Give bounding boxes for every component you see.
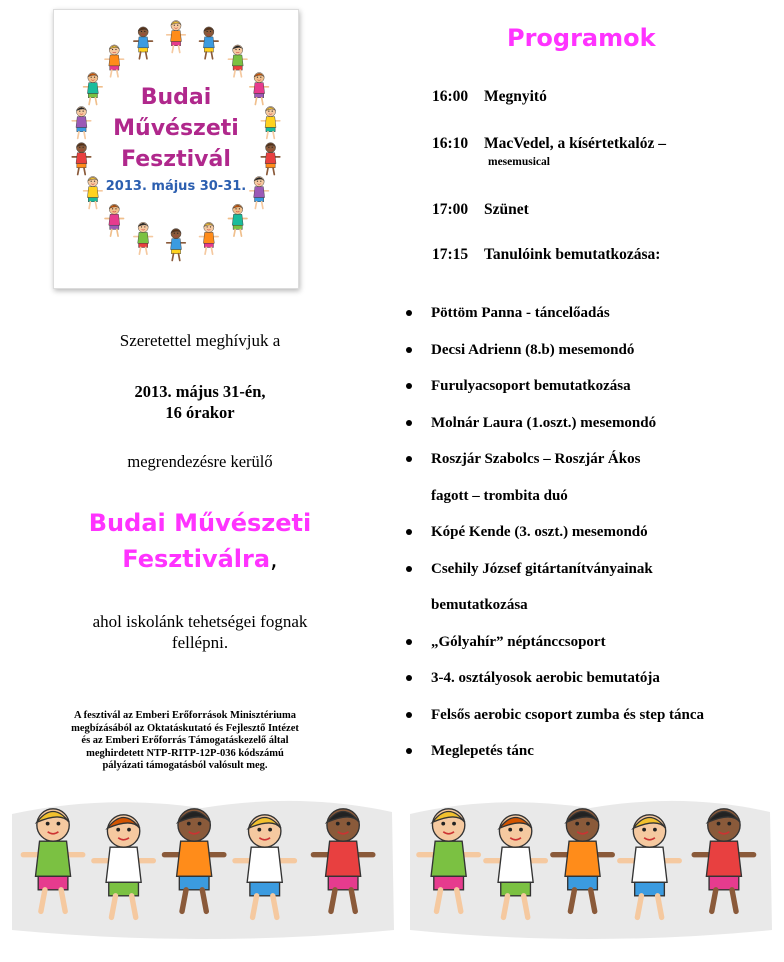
list-item-text: Felsős aerobic csoport zumba és step tánca <box>431 706 705 723</box>
schedule-time: 16:10 <box>432 135 469 152</box>
schedule-text: Szünet <box>484 201 529 218</box>
performers-line2: fellépni. <box>171 633 229 652</box>
schedule-time: 17:15 <box>432 246 469 263</box>
festival-name-comma: , <box>270 545 278 573</box>
child-figure <box>228 45 246 77</box>
funding-credits <box>28 710 342 773</box>
schedule-text: Megnyitó <box>484 88 547 105</box>
list-item-text: Kópé Kende (3. oszt.) mesemondó <box>431 524 648 540</box>
event-date-time: 16 órakor <box>165 403 235 422</box>
list-item-text-cont: bemutatkozása <box>431 597 528 613</box>
schedule-item <box>432 246 660 264</box>
logo-title-line2: Művészeti <box>113 116 239 141</box>
schedule-text: Tanulóink bemutatkozása: <box>484 246 661 263</box>
credits-line: és az Emberi Erőforrás Támogatáskezelő által <box>81 735 289 746</box>
list-item-text: Roszjár Szabolcs – Roszjár Ákos <box>431 451 641 467</box>
credits-line: pályázati támogatásból valósult meg. <box>102 760 268 771</box>
list-item-text: Meglepetés tánc <box>431 743 534 759</box>
child-figure <box>167 229 185 261</box>
schedule-time: 17:00 <box>432 201 469 218</box>
schedule-item <box>432 201 529 219</box>
schedule-subtext: mesemusical <box>488 156 550 168</box>
schedule-item <box>432 135 666 168</box>
child-figure <box>200 222 218 254</box>
invite-text: Szeretettel meghívjuk a <box>119 331 281 350</box>
performers-text <box>0 611 400 653</box>
festival-name-word: Fesztiválra <box>122 545 271 573</box>
event-date-day: 2013. május 31-én, <box>134 382 266 401</box>
dancing-children-illustration <box>6 790 398 950</box>
festival-name-line1: Budai Művészeti <box>88 509 312 537</box>
list-item <box>406 368 704 405</box>
list-item <box>406 624 704 661</box>
performance-list <box>406 295 704 770</box>
list-item-text: Decsi Adrienn (8.b) mesemondó <box>431 341 635 358</box>
logo-title-line3: Fesztivál <box>121 147 231 172</box>
child-figure <box>134 222 152 254</box>
schedule-text: MacVedel, a kísértetkalóz – <box>484 135 666 152</box>
list-item-text: Csehily József gitártanítványainak <box>431 560 653 577</box>
list-item <box>406 660 704 697</box>
credits-line: A fesztivál az Emberi Erőforrások Minisztériuma <box>74 710 296 721</box>
performers-line1: ahol iskolánk tehetségei fognak <box>92 612 308 631</box>
list-item <box>406 332 704 369</box>
logo-date: 2013. május 30-31. <box>105 179 247 194</box>
child-figure <box>105 45 123 77</box>
list-item <box>406 697 704 734</box>
list-item <box>406 441 704 514</box>
list-item-text: Furulyacsoport bemutatkozása <box>431 378 631 394</box>
logo-title-line1: Budai <box>140 85 212 110</box>
festival-name-line2 <box>0 541 400 577</box>
venue-text: megrendezésre kerülő <box>127 452 273 471</box>
list-item-text: 3-4. osztályosok aerobic bemutatója <box>431 670 660 686</box>
list-item <box>406 405 704 442</box>
program-title: Programok <box>507 24 656 52</box>
child-figure <box>228 204 246 236</box>
list-item <box>406 514 704 551</box>
festival-name <box>0 505 400 577</box>
list-item-text: „Gólyahír” néptánccsoport <box>431 633 606 650</box>
child-figure <box>200 27 218 59</box>
schedule-item <box>432 88 547 106</box>
schedule-time: 16:00 <box>432 88 469 105</box>
list-item-text: Molnár Laura (1.oszt.) mesemondó <box>431 414 657 431</box>
child-figure <box>167 21 185 53</box>
logo-title <box>54 82 298 194</box>
credits-line: meghirdetett NTP-RITP-12P-036 kódszámú <box>86 747 284 759</box>
list-item <box>406 551 704 624</box>
credits-line: megbízásából az Oktatáskutató és Fejlesztő Intézet <box>71 722 299 734</box>
child-figure <box>105 204 123 236</box>
list-item <box>406 295 704 332</box>
child-figure <box>134 27 152 59</box>
festival-logo-card <box>53 9 299 289</box>
list-item <box>406 733 704 770</box>
list-item-text: Pöttöm Panna - táncelőadás <box>431 305 610 321</box>
list-item-text-cont: fagott – trombita duó <box>431 487 568 504</box>
event-date <box>0 381 400 423</box>
dancing-children-illustration <box>404 790 776 950</box>
